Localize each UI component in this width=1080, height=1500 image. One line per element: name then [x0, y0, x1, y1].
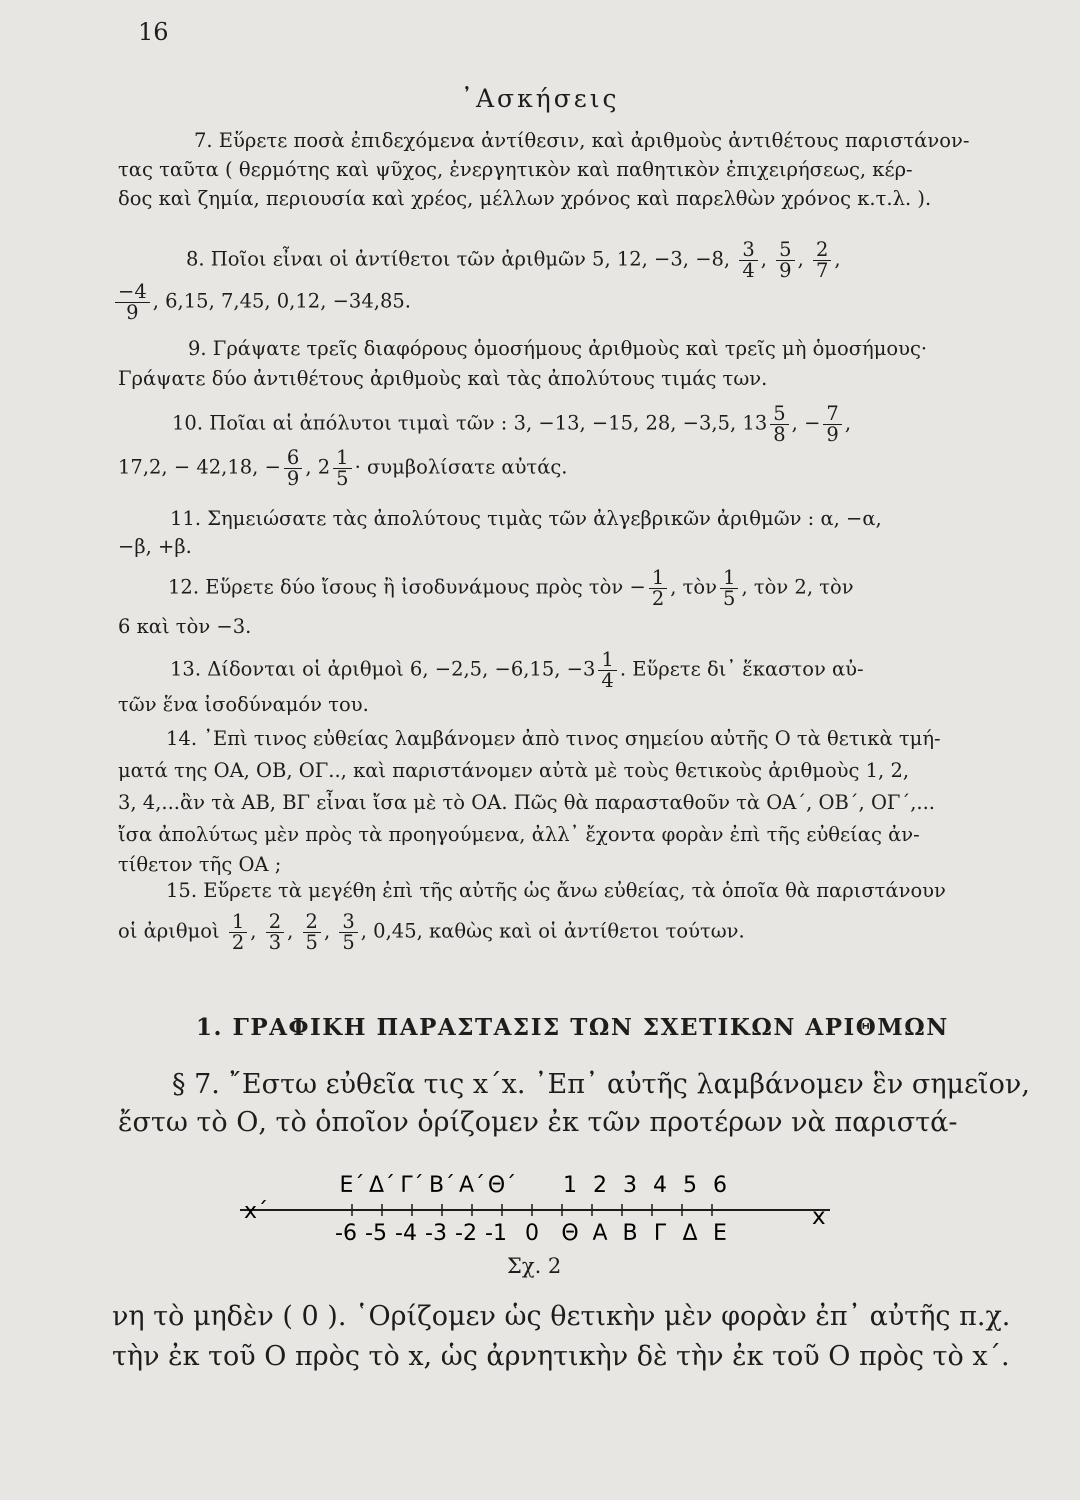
- fraction: $\frac{1}{2}$: [649, 568, 667, 608]
- exercise-8-line-1: 8. Ποῖοι εἶναι οἱ ἀντίθετοι τῶν ἀριθμῶν 5, 12, −3, −8, $\frac{3}{4}$ , $\frac{5}{9}$ , $\frac{2}{7}$ ,: [186, 238, 841, 282]
- bottom-letter-label: Α: [592, 1221, 608, 1246]
- fraction: $\frac{5}{8}$: [770, 404, 788, 444]
- exercise-14-line-3: 3, 4,...ἂν τὰ ΑΒ, ΒΓ εἶναι ἴσα μὲ τὸ ΟΑ. Πῶς θὰ παρασταθοῦν τὰ ΟΑ΄, ΟΒ΄, ΟΓ΄,...: [118, 791, 936, 814]
- top-letter-label: Β΄: [428, 1173, 456, 1198]
- top-number-label: 6: [713, 1173, 727, 1198]
- closing-line-1: νη τὸ μηδὲν ( 0 ). ῾Ορίζομεν ὡς θετικὴν μὲν φορὰν ἐπ᾿ αὐτῆς π.χ.: [112, 1301, 1011, 1332]
- fraction: $\frac{-4}{9}$: [115, 282, 150, 322]
- top-letter-label: Δ΄: [368, 1173, 396, 1198]
- fraction: $\frac{5}{9}$: [776, 240, 794, 280]
- bottom-letter-label: Θ: [561, 1221, 579, 1246]
- fraction: $\frac{7}{9}$: [823, 404, 841, 444]
- bottom-letter-label: Γ: [653, 1221, 667, 1246]
- top-letter-label: Ε΄: [339, 1173, 365, 1198]
- fraction: $\frac{1}{2}$: [229, 912, 247, 952]
- exercise-10-line-2: 17,2, − 42,18, − $\frac{6}{9}$ , 2 $\frac{1}{5}$ · συμβολίσατε αὐτάς.: [118, 446, 568, 490]
- exercise-9-line-1: 9. Γράψατε τρεῖς διαφόρους ὁμοσήμους ἀριθμοὺς καὶ τρεῖς μὴ ὁμοσήμους·: [188, 337, 928, 360]
- zero-label: 0: [525, 1221, 539, 1246]
- top-letter-label: Θ΄: [487, 1173, 517, 1198]
- fraction: $\frac{2}{7}$: [813, 240, 831, 280]
- exercise-8-line-2: $\frac{-4}{9}$ , 6,15, 7,45, 0,12, −34,85.: [112, 282, 411, 322]
- fraction: $\frac{1}{5}$: [720, 568, 738, 608]
- closing-line-2: τὴν ἐκ τοῦ Ο πρὸς τὸ x, ὡς ἀρνητικὴν δὲ τὴν ἐκ τοῦ Ο πρὸς τὸ x΄.: [112, 1341, 1010, 1372]
- exercise-14-line-1: 14. ᾿Επὶ τινος εὐθείας λαμβάνομεν ἀπὸ τινος σημείου αὐτῆς Ο τὰ θετικὰ τμή-: [166, 727, 941, 750]
- top-number-label: 1: [563, 1173, 577, 1198]
- bottom-letter-label: Δ: [682, 1221, 698, 1246]
- negative-number-label: -4: [395, 1221, 417, 1246]
- top-letter-label: Γ΄: [400, 1173, 424, 1198]
- exercise-14-line-2: ματά της ΟΑ, ΟΒ, ΟΓ.., καὶ παριστάνομεν αὐτὰ μὲ τοὺς θετικοὺς ἀριθμοὺς 1, 2,: [118, 759, 910, 782]
- top-number-label: 2: [593, 1173, 607, 1198]
- exercise-15-line-2: οἱ ἀριθμοὶ $\frac{1}{2}$ , $\frac{2}{3}$ , $\frac{2}{5}$ , $\frac{3}{5}$ , 0,45, καθὼς καὶ οἱ ἀντίθετοι τούτων.: [118, 910, 745, 954]
- exercise-11-line-2: −β, +β.: [118, 535, 192, 558]
- exercise-13-line-1: 13. Δίδονται οἱ ἀριθμοὶ 6, −2,5, −6,15, −3 $\frac{1}{4}$ . Εὕρετε δι᾿ ἕκαστον αὐ-: [170, 648, 864, 692]
- top-number-label: 4: [653, 1173, 667, 1198]
- exercise-12-line-2: 6 καὶ τὸν −3.: [118, 615, 252, 638]
- top-number-label: 3: [623, 1173, 637, 1198]
- exercise-7-line-1: 7. Εὕρετε ποσὰ ἐπιδεχόμενα ἀντίθεσιν, καὶ ἀριθμοὺς ἀντιθέτους παριστάνον-: [194, 129, 970, 152]
- exercise-14-line-4: ἴσα ἀπολύτως μὲν πρὸς τὰ προηγούμενα, ἀλλ᾿ ἔχοντα φορὰν ἐπὶ τῆς εὐθείας ἀν-: [118, 823, 920, 846]
- fraction: $\frac{1}{5}$: [333, 448, 351, 488]
- exercise-10-line-1: 10. Ποῖαι αἱ ἀπόλυτοι τιμαὶ τῶν : 3, −13, −15, 28, −3,5, 13 $\frac{5}{8}$ , − $\frac{7}{9}$ ,: [172, 402, 852, 446]
- negative-number-label: -6: [335, 1221, 357, 1246]
- section-7-line-1: § 7. ῎Εστω εὐθεῖα τις x΄x. ᾿Επ᾿ αὐτῆς λαμβάνομεν ἓν σημεῖον,: [172, 1069, 1030, 1100]
- bottom-letter-label: Β: [622, 1221, 638, 1246]
- exercise-9-line-2: Γράψατε δύο ἀντιθέτους ἀριθμοὺς καὶ τὰς ἀπολύτους τιμάς των.: [118, 367, 768, 390]
- bottom-labels: [335, 1221, 727, 1246]
- negative-number-label: -1: [485, 1221, 507, 1246]
- fraction: $\frac{6}{9}$: [284, 448, 302, 488]
- section-heading: 1. ΓΡΑΦΙΚΗ ΠΑΡΑΣΤΑΣΙΣ ΤΩΝ ΣΧΕΤΙΚΩΝ ΑΡΙΘΜΩΝ: [196, 1014, 949, 1041]
- exercise-12-line-1: 12. Εὕρετε δύο ἴσους ἢ ἰσοδυνάμους πρὸς τὸν − $\frac{1}{2}$ , τὸν $\frac{1}{5}$ , τὸν 2, τὸν: [168, 566, 854, 610]
- fraction: $\frac{1}{4}$: [598, 650, 616, 690]
- negative-number-label: -5: [365, 1221, 387, 1246]
- fraction: $\frac{2}{5}$: [303, 912, 321, 952]
- top-letters: [340, 1173, 517, 1198]
- axis-right-end-label: x: [812, 1204, 826, 1230]
- fraction: $\frac{2}{3}$: [266, 912, 284, 952]
- top-letter-label: Α΄: [458, 1173, 486, 1198]
- bottom-letter-label: Ε: [713, 1221, 727, 1246]
- exercise-7-line-3: δος καὶ ζημία, περιουσία καὶ χρέος, μέλλων χρόνος καὶ παρελθὼν χρόνος κ.τ.λ. ).: [118, 187, 932, 210]
- fraction: $\frac{3}{4}$: [739, 240, 757, 280]
- page-number: 16: [138, 18, 169, 46]
- figure-caption: Σχ. 2: [507, 1254, 562, 1278]
- exercise-15-line-1: 15. Εὕρετε τὰ μεγέθη ἐπὶ τῆς αὐτῆς ὡς ἄνω εὐθείας, τὰ ὁποῖα θὰ παριστάνουν: [166, 879, 946, 902]
- top-number-label: 5: [683, 1173, 697, 1198]
- exercise-7-line-2: τας ταῦτα ( θερμότης καὶ ψῦχος, ἐνεργητικὸν καὶ παθητικὸν ἐπιχειρήσεως, κέρ-: [118, 158, 913, 181]
- exercise-11-line-1: 11. Σημειώσατε τὰς ἀπολύτους τιμὰς τῶν ἀλγεβρικῶν ἀριθμῶν : α, −α,: [170, 507, 882, 530]
- exercise-13-line-2: τῶν ἕνα ἰσοδύναμόν του.: [118, 693, 369, 716]
- number-line-figure: [0, 1158, 1080, 1258]
- negative-number-label: -3: [425, 1221, 447, 1246]
- exercise-14-line-5: τίθετον τῆς ΟΑ ;: [118, 853, 282, 876]
- axis-left-end-label: x΄: [244, 1199, 269, 1224]
- negative-number-label: -2: [455, 1221, 477, 1246]
- section-title: ᾿Ασκήσεις: [460, 84, 620, 113]
- section-7-line-2: ἔστω τὸ Ο, τὸ ὁποῖον ὁρίζομεν ἐκ τῶν προτέρων νὰ παριστά-: [118, 1107, 958, 1138]
- top-numbers: [563, 1173, 727, 1198]
- exercise-8-text: 8. Ποῖοι εἶναι οἱ ἀντίθετοι τῶν ἀριθμῶν 5, 12, −3, −8,: [186, 247, 731, 271]
- fraction: $\frac{3}{5}$: [339, 912, 357, 952]
